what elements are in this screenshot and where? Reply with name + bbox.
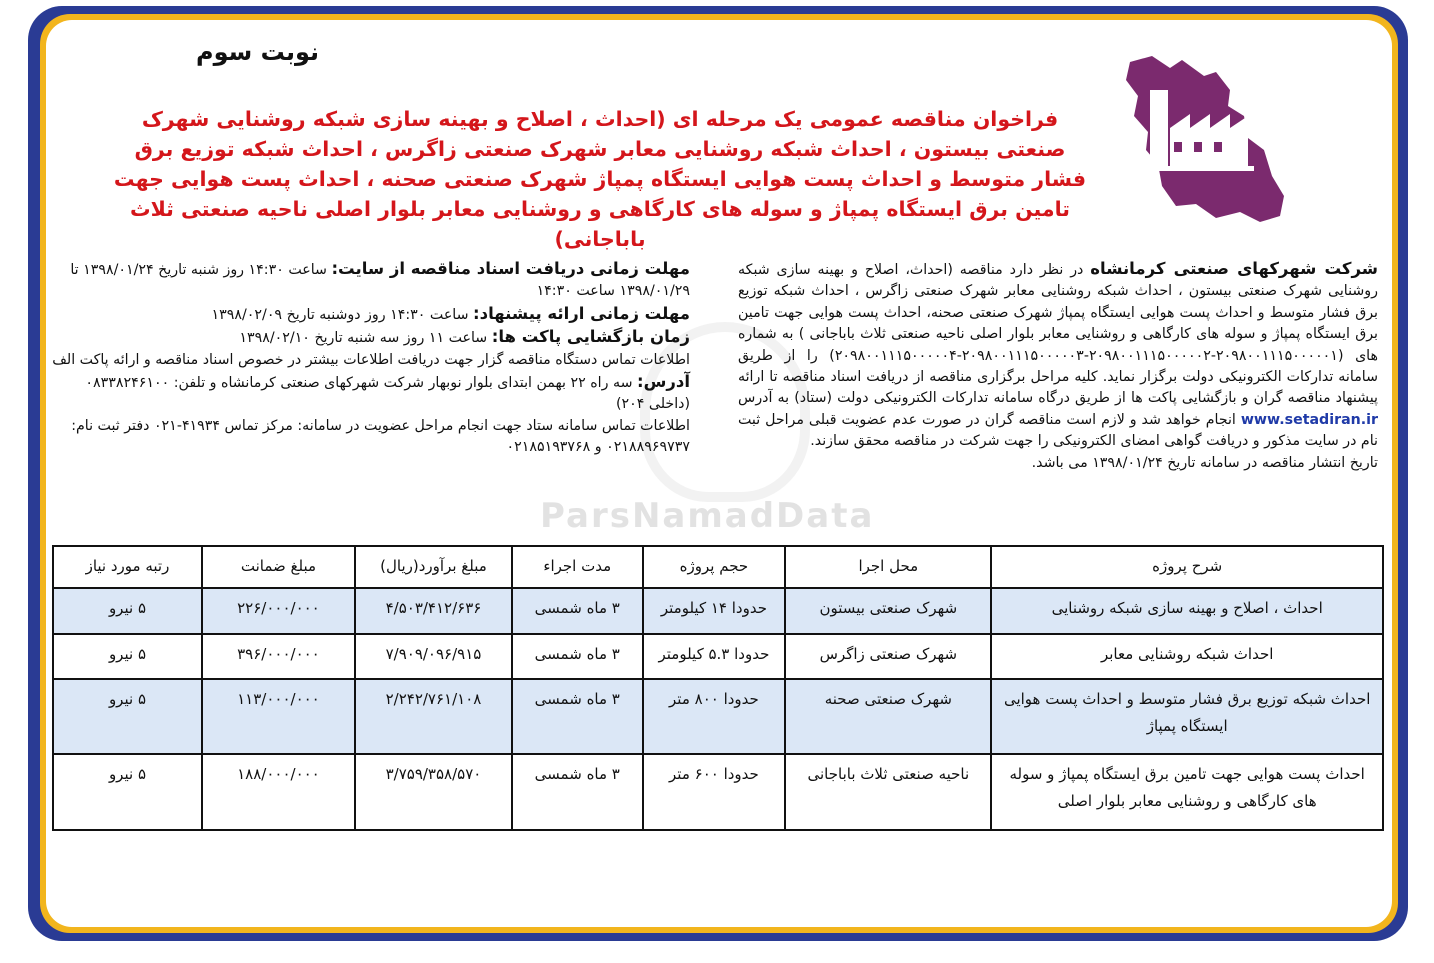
cell-duration: ۳ ماه شمسی xyxy=(512,634,643,680)
cell-estimate: ۷/۹۰۹/۰۹۶/۹۱۵ xyxy=(355,634,512,680)
cell-duration: ۳ ماه شمسی xyxy=(512,588,643,634)
tender-title: فراخوان مناقصه عمومی یک مرحله ای (احداث ، اصلاح و بهینه سازی شبکه روشنایی شهرک صنعتی بیستون ، احداث شبکه روشنایی معابر شهرک صنعتی زاگرس ، احداث شبکه توزیع برق فشار متوسط و احداث پست هوایی ایستگاه پمپاژ شهرک صنعتی صحنه ، احداث پست هوایی جهت تامین برق ایستگاه پمپاژ و سوله های کارگاهی و روشنایی معابر بلوار اصلی ناحیه صنعتی ثلاث باباجانی) xyxy=(113,107,1087,251)
contact-info: اطلاعات تماس دستگاه مناقصه گزار جهت دریافت اطلاعات بیشتر در خصوص اسناد مناقصه و ارائه پاکت الف xyxy=(52,351,690,368)
setad-contact: اطلاعات تماس سامانه ستاد جهت انجام مراحل عضویت در سامانه: مرکز تماس ۴۱۹۳۴-۰۲۱ دفتر ثبت نام: ۰۲۱۸۸۹۶۹۷۳۷ و ۰۲۱۸۵۱۹۳۷۶۸ xyxy=(71,417,690,456)
col-header-estimate: مبلغ برآورد(ریال) xyxy=(355,546,512,588)
iran-map-factory-logo xyxy=(1112,46,1294,234)
col-header-rank: رتبه مورد نیاز xyxy=(53,546,202,588)
publish-date: تاریخ انتشار مناقصه در سامانه تاریخ ۱۳۹۸/۰۱/۲۴ می باشد. xyxy=(1031,454,1378,471)
table-row xyxy=(53,634,1383,680)
cell-description: احداث ، اصلاح و بهینه سازی شبکه روشنایی xyxy=(991,588,1383,634)
col-header-volume: حجم پروژه xyxy=(643,546,786,588)
address-label: آدرس: xyxy=(637,372,690,392)
col-header-description: شرح پروژه xyxy=(991,546,1383,588)
round-label: نوبت سوم xyxy=(196,38,320,66)
intro-body-2: انجام خواهد شد و لازم است مناقصه گران در صورت عدم عضویت قبلی مراحل ثبت نام در سایت مذکور و دریافت گواهی امضای الکترونیکی را جهت شرکت در مناقصه محقق سازند. xyxy=(738,411,1378,450)
docs-deadline-label: مهلت زمانی دریافت اسناد مناقصه از سایت: xyxy=(331,259,690,278)
cell-guarantee: ۱۸۸/۰۰۰/۰۰۰ xyxy=(202,754,355,830)
opening-time-value: ساعت ۱۱ روز سه شنبه تاریخ ۱۳۹۸/۰۲/۱۰ xyxy=(239,330,488,347)
cell-guarantee: ۲۲۶/۰۰۰/۰۰۰ xyxy=(202,588,355,634)
cell-volume: حدودا ۵.۳ کیلومتر xyxy=(643,634,786,680)
col-header-location: محل اجرا xyxy=(785,546,991,588)
table-header-row xyxy=(53,546,1383,588)
cell-description: احداث پست هوایی جهت تامین برق ایستگاه پمپاژ و سوله های کارگاهی و روشنایی معابر بلوار اصلی xyxy=(991,754,1383,830)
cell-estimate: ۴/۵۰۳/۴۱۲/۶۳۶ xyxy=(355,588,512,634)
cell-rank: ۵ نیرو xyxy=(53,679,202,754)
cell-description: احداث شبکه توزیع برق فشار متوسط و احداث پست هوایی ایستگاه پمپاژ xyxy=(991,679,1383,754)
cell-rank: ۵ نیرو xyxy=(53,754,202,830)
cell-rank: ۵ نیرو xyxy=(53,634,202,680)
cell-volume: حدودا ۱۴ کیلومتر xyxy=(643,588,786,634)
cell-guarantee: ۱۱۳/۰۰۰/۰۰۰ xyxy=(202,679,355,754)
table-row xyxy=(53,588,1383,634)
col-header-duration: مدت اجراء xyxy=(512,546,643,588)
cell-duration: ۳ ماه شمسی xyxy=(512,679,643,754)
company-name: شرکت شهرکهای صنعتی کرمانشاه xyxy=(1090,259,1378,278)
intro-body: در نظر دارد مناقصه (احداث، اصلاح و بهینه سازی شبکه روشنایی شهرک صنعتی بیستون ، احداث شبکه روشنایی معابر شهرک صنعتی زاگرس ، احداث شبکه توزیع برق فشار متوسط و احداث پست هوایی ایستگاه پمپاژ شهرک صنعتی صحنه، احداث پست هوایی جهت تامین برق ایستگاه پمپاژ و سوله های کارگاهی و روشنایی معابر بلوار اصلی ناحیه صنعتی ثلاث باباجانی ) به شماره های (۲۰۹۸۰۰۱۱۱۵۰۰۰۰۰۱-۲۰۹۸۰۰۱۱۱۵۰۰۰۰۰۲-۲۰۹۸۰۰۱۱۱۵۰۰۰۰۰۳-۲۰۹۸۰۰۱۱۱۵۰۰۰۰۰۴) را از طریق سامانه تدارکات الکترونیکی دولت برگزار نماید. کلیه مراحل برگزاری مناقصه از دریافت اسناد مناقصه تا ارائه پیشنهاد مناقصه گران و بازگشایی پاکت ها از طریق درگاه سامانه تدارکات الکترونیکی دولت (ستاد) به آدرس xyxy=(738,262,1378,407)
table-row xyxy=(53,754,1383,830)
bid-deadline-label: مهلت زمانی ارائه پیشنهاد: xyxy=(473,303,690,323)
cell-location: ناحیه صنعتی ثلاث باباجانی xyxy=(785,754,991,830)
cell-estimate: ۳/۷۵۹/۳۵۸/۵۷۰ xyxy=(355,754,512,830)
cell-volume: حدودا ۸۰۰ متر xyxy=(643,679,786,754)
address-value: سه راه ۲۲ بهمن ابتدای بلوار نوبهار شرکت شهرکهای صنعتی کرمانشاه و تلفن: ۰۸۳۳۸۲۴۶۱۰۰ (داخلی ۲۰۴) xyxy=(85,375,690,413)
watermark-text: ParsNamadData xyxy=(540,496,875,536)
cell-location: شهرک صنعتی صحنه xyxy=(785,679,991,754)
cell-location: شهرک صنعتی زاگرس xyxy=(785,634,991,680)
table-row xyxy=(53,679,1383,754)
tender-table xyxy=(52,545,1384,831)
cell-duration: ۳ ماه شمسی xyxy=(512,754,643,830)
bid-deadline-value: ساعت ۱۴:۳۰ روز دوشنبه تاریخ ۱۳۹۸/۰۲/۰۹ xyxy=(211,306,469,323)
cell-location: شهرک صنعتی بیستون xyxy=(785,588,991,634)
cell-volume: حدودا ۶۰۰ متر xyxy=(643,754,786,830)
cell-guarantee: ۳۹۶/۰۰۰/۰۰۰ xyxy=(202,634,355,680)
col-header-guarantee: مبلغ ضمانت xyxy=(202,546,355,588)
opening-time-label: زمان بازگشایی پاکت ها: xyxy=(491,327,690,347)
cell-rank: ۵ نیرو xyxy=(53,588,202,634)
setad-website-link[interactable]: www.setadiran.ir xyxy=(1240,411,1378,428)
intro-paragraph xyxy=(738,258,1378,474)
schedule-block xyxy=(50,258,690,459)
cell-description: احداث شبکه روشنایی معابر xyxy=(991,634,1383,680)
docs-deadline-value: ساعت ۱۴:۳۰ روز شنبه تاریخ ۱۳۹۸/۰۱/۲۴ تا ۱۳۹۸/۰۱/۲۹ ساعت ۱۴:۳۰ xyxy=(70,262,690,300)
cell-estimate: ۲/۲۴۲/۷۶۱/۱۰۸ xyxy=(355,679,512,754)
